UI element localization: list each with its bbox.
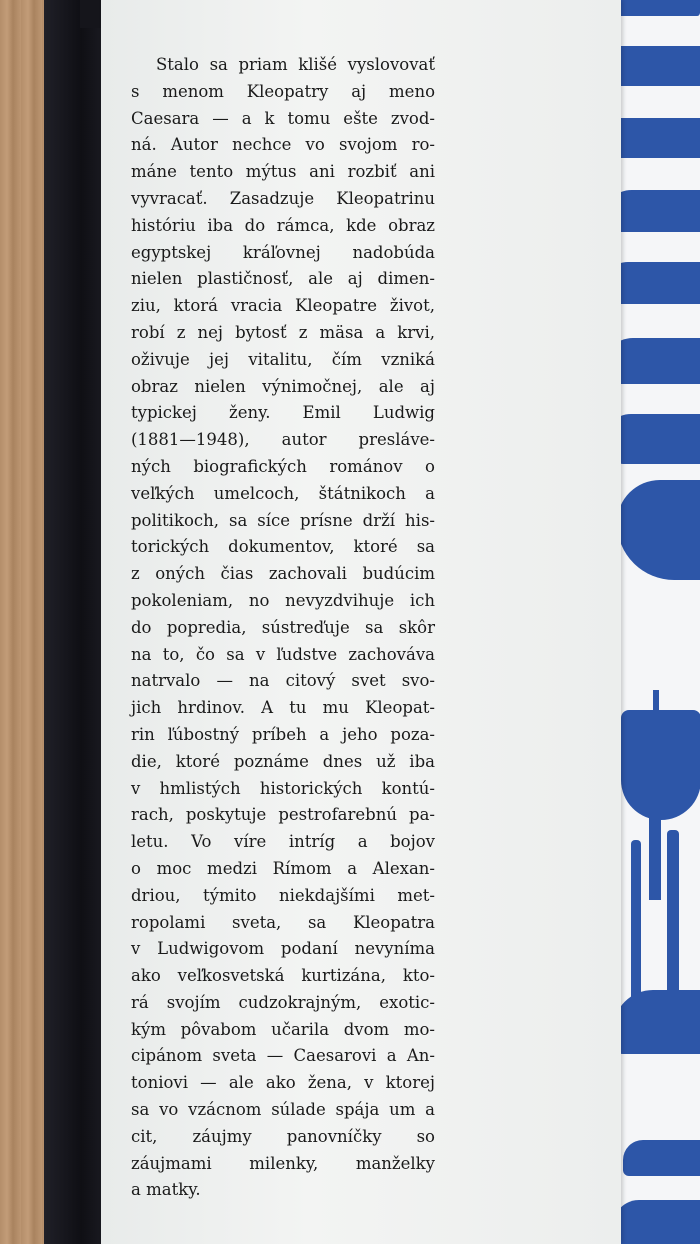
text-line: do popredia, sústreďuje sa skôr	[131, 617, 435, 637]
text-line: ropolami sveta, sa Kleopatra	[131, 912, 435, 932]
text-line: ako veľkosvetská kurtizána, kto-	[131, 966, 435, 986]
text-line: ná. Autor nechce vo svojom ro-	[131, 135, 435, 155]
text-line: ných biografických románov o	[131, 456, 435, 476]
text-line: máne tento mýtus ani rozbiť ani	[131, 162, 435, 182]
text-line: letu. Vo víre intríg a bojov	[131, 832, 435, 852]
text-line: veľkých umelcoch, štátnikoch a	[131, 483, 435, 503]
text-line: a matky.	[131, 1180, 201, 1200]
text-line: záujmami milenky, manželky	[131, 1153, 435, 1173]
text-line: Stalo sa priam klišé vyslovovať	[156, 55, 435, 74]
text-line: o moc medzi Rímom a Alexan-	[131, 858, 435, 878]
text-line: rá svojím cudzokrajným, exotic-	[131, 992, 435, 1012]
text-line: cit, záujmy panovníčky so	[131, 1126, 435, 1146]
text-line: oživuje jej vitalitu, čím vzniká	[131, 349, 435, 369]
text-line: ziu, ktorá vracia Kleopatre život,	[131, 296, 435, 316]
text-line: robí z nej bytosť z mäsa a krvi,	[131, 322, 435, 342]
text-line: natrvalo — na citový svet svo-	[131, 671, 435, 691]
text-line: históriu iba do rámca, kde obraz	[131, 215, 435, 235]
text-line: pokoleniam, no nevyzdvihuje ich	[131, 590, 435, 610]
flap-text-paragraph	[131, 52, 435, 1204]
text-line: rach, poskytuje pestrofarebnú pa-	[131, 805, 435, 825]
text-line: kým pôvabom učarila dvom mo-	[131, 1019, 435, 1039]
text-line: v hmlistých historických kontú-	[131, 778, 435, 798]
text-line: s menom Kleopatry aj meno	[131, 81, 435, 101]
text-line: torických dokumentov, ktoré sa	[131, 537, 435, 557]
text-line: z oných čias zachovali budúcim	[131, 564, 435, 584]
text-line: rin ľúbostný príbeh a jeho poza-	[131, 724, 435, 744]
text-line: nielen plastičnosť, ale aj dimen-	[131, 269, 435, 289]
text-line: politikoch, sa síce prísne drží his-	[131, 510, 435, 530]
text-line: cipánom sveta — Caesarovi a An-	[131, 1046, 435, 1066]
text-line: driou, týmito niekdajšími met-	[131, 885, 435, 905]
text-line: Caesara — a k tomu ešte zvod-	[131, 108, 435, 128]
book-jacket-spine-edge	[44, 0, 106, 1244]
text-line: sa vo vzácnom súlade spája um a	[131, 1100, 435, 1120]
text-line: obraz nielen výnimočnej, ale aj	[131, 376, 435, 396]
text-line: die, ktoré poznáme dnes už iba	[131, 751, 435, 771]
text-line: na to, čo sa v ľudstve zachováva	[131, 644, 435, 664]
text-line: vyvracať. Zasadzuje Kleopatrinu	[131, 188, 435, 208]
text-line: (1881—1948), autor presláve-	[131, 430, 435, 450]
text-line: jich hrdinov. A tu mu Kleopat-	[131, 698, 435, 718]
text-line: v Ludwigovom podaní nevyníma	[131, 939, 435, 959]
text-line: toniovi — ale ako žena, v ktorej	[131, 1073, 435, 1093]
text-line: typickej ženy. Emil Ludwig	[131, 403, 435, 423]
text-line: egyptskej kráľovnej nadobúda	[131, 242, 435, 262]
